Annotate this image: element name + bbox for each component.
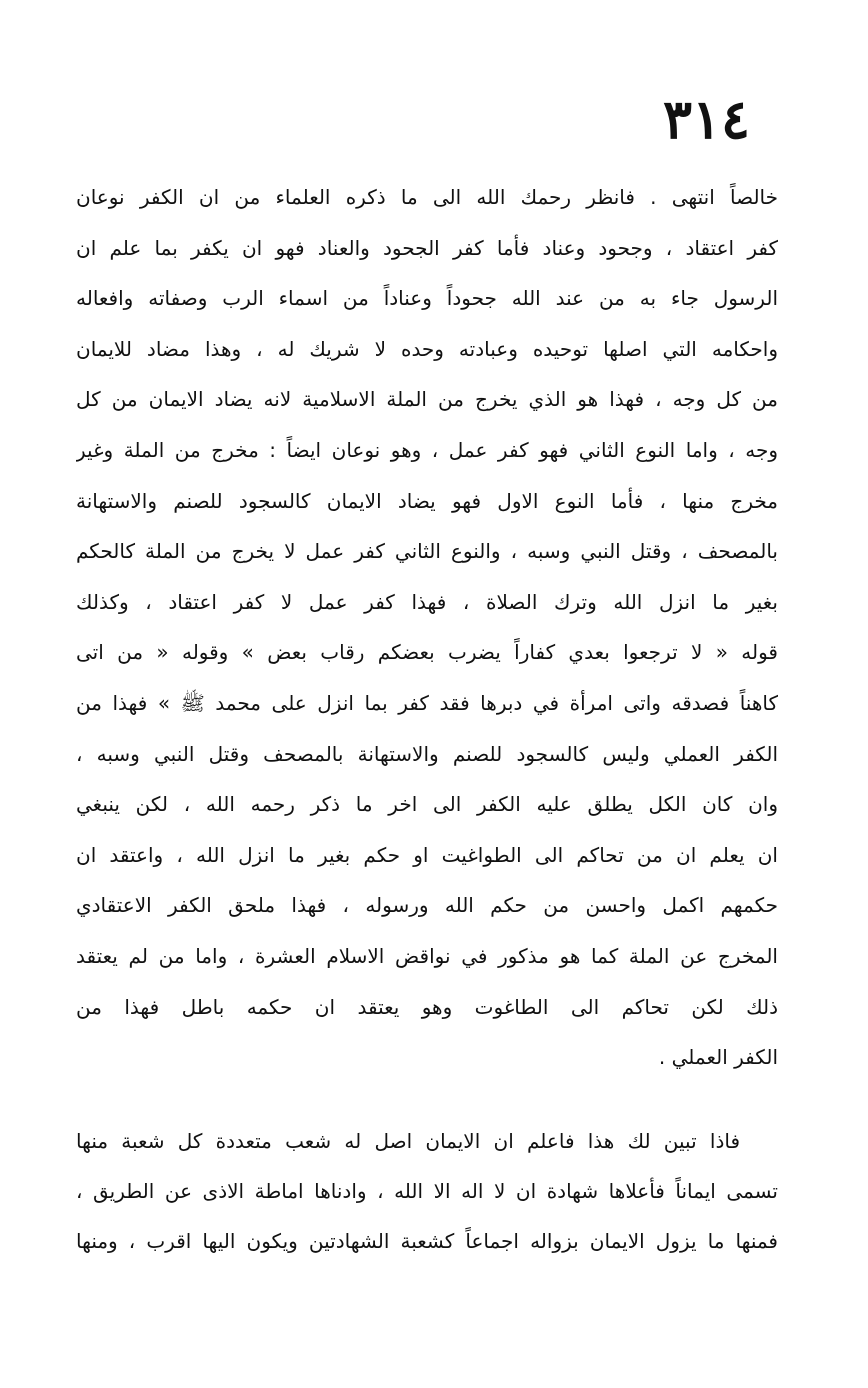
text-line: وجه ، واما النوع الثاني فهو كفر عمل ، وهو نوعان ايضاً : مخرج من الملة وغير xyxy=(76,437,778,462)
text-line: بغير ما انزل الله وترك الصلاة ، فهذا كفر عمل لا كفر اعتقاد ، وكذلك xyxy=(76,589,778,614)
paragraph-1 xyxy=(76,172,778,1083)
paragraph-2 xyxy=(76,1116,778,1266)
text-line: الكفر العملي وليس كالسجود للصنم والاستهانة بالمصحف وقتل النبي وسبه ، xyxy=(76,741,778,766)
text-line: مخرج منها ، فأما النوع الاول فهو يضاد الايمان كالسجود للصنم والاستهانة xyxy=(76,488,778,513)
text-line: قوله « لا ترجعوا بعدي كفاراً يضرب بعضكم رقاب بعض » وقوله « من اتى xyxy=(76,640,778,665)
text-line: كاهناً فصدقه واتى امرأة في دبرها فقد كفر بما انزل على محمد ﷺ » فهذا من xyxy=(76,690,778,715)
text-line: تسمى ايماناً فأعلاها شهادة ان لا اله الا الله ، وادناها اماطة الاذى عن الطريق ، xyxy=(76,1179,778,1203)
text-line: ان يعلم ان من تحاكم الى الطواغيت او حكم بغير ما انزل الله ، واعتقد ان xyxy=(76,842,778,867)
text-line: فاذا تبين لك هذا فاعلم ان الايمان اصل له شعب متعددة كل شعبة منها xyxy=(76,1129,740,1153)
text-line: فمنها ما يزول الايمان بزواله اجماعاً كشعبة الشهادتين ويكون اليها اقرب ، ومنها xyxy=(76,1229,778,1253)
text-line: من كل وجه ، فهذا هو الذي يخرج من الملة الاسلامية لانه يضاد الايمان من كل xyxy=(76,387,778,412)
text-line: المخرج عن الملة كما هو مذكور في نواقض الاسلام العشرة ، واما من لم يعتقد xyxy=(76,943,778,968)
text-line: كفر اعتقاد ، وجحود وعناد فأما كفر الجحود والعناد فهو ان يكفر بما علم ان xyxy=(76,235,778,260)
text-line: خالصاً انتهى . فانظر رحمك الله الى ما ذكره العلماء من ان الكفر نوعان xyxy=(76,185,778,209)
text-line: بالمصحف ، وقتل النبي وسبه ، والنوع الثاني كفر عمل لا يخرج من الملة كالحكم xyxy=(76,539,778,564)
text-line: وان كان الكل يطلق عليه الكفر الى اخر ما ذكر رحمه الله ، لكن ينبغي xyxy=(76,792,778,817)
page-number: ٣١٤ xyxy=(662,87,750,151)
text-line: واحكامه التي اصلها توحيده وعبادته وحده لا شريك له ، وهذا مضاد للايمان xyxy=(76,336,778,361)
text-line: الكفر العملي . xyxy=(658,1045,778,1070)
text-line: حكمهم اكمل واحسن من حكم الله ورسوله ، فهذا ملحق الكفر الاعتقادي xyxy=(76,893,778,918)
text-line: ذلك لكن تحاكم الى الطاغوت وهو يعتقد ان حكمه باطل فهذا من xyxy=(76,994,778,1019)
text-line: الرسول جاء به من عند الله جحوداً وعناداً من اسماء الرب وصفاته وافعاله xyxy=(76,286,778,311)
